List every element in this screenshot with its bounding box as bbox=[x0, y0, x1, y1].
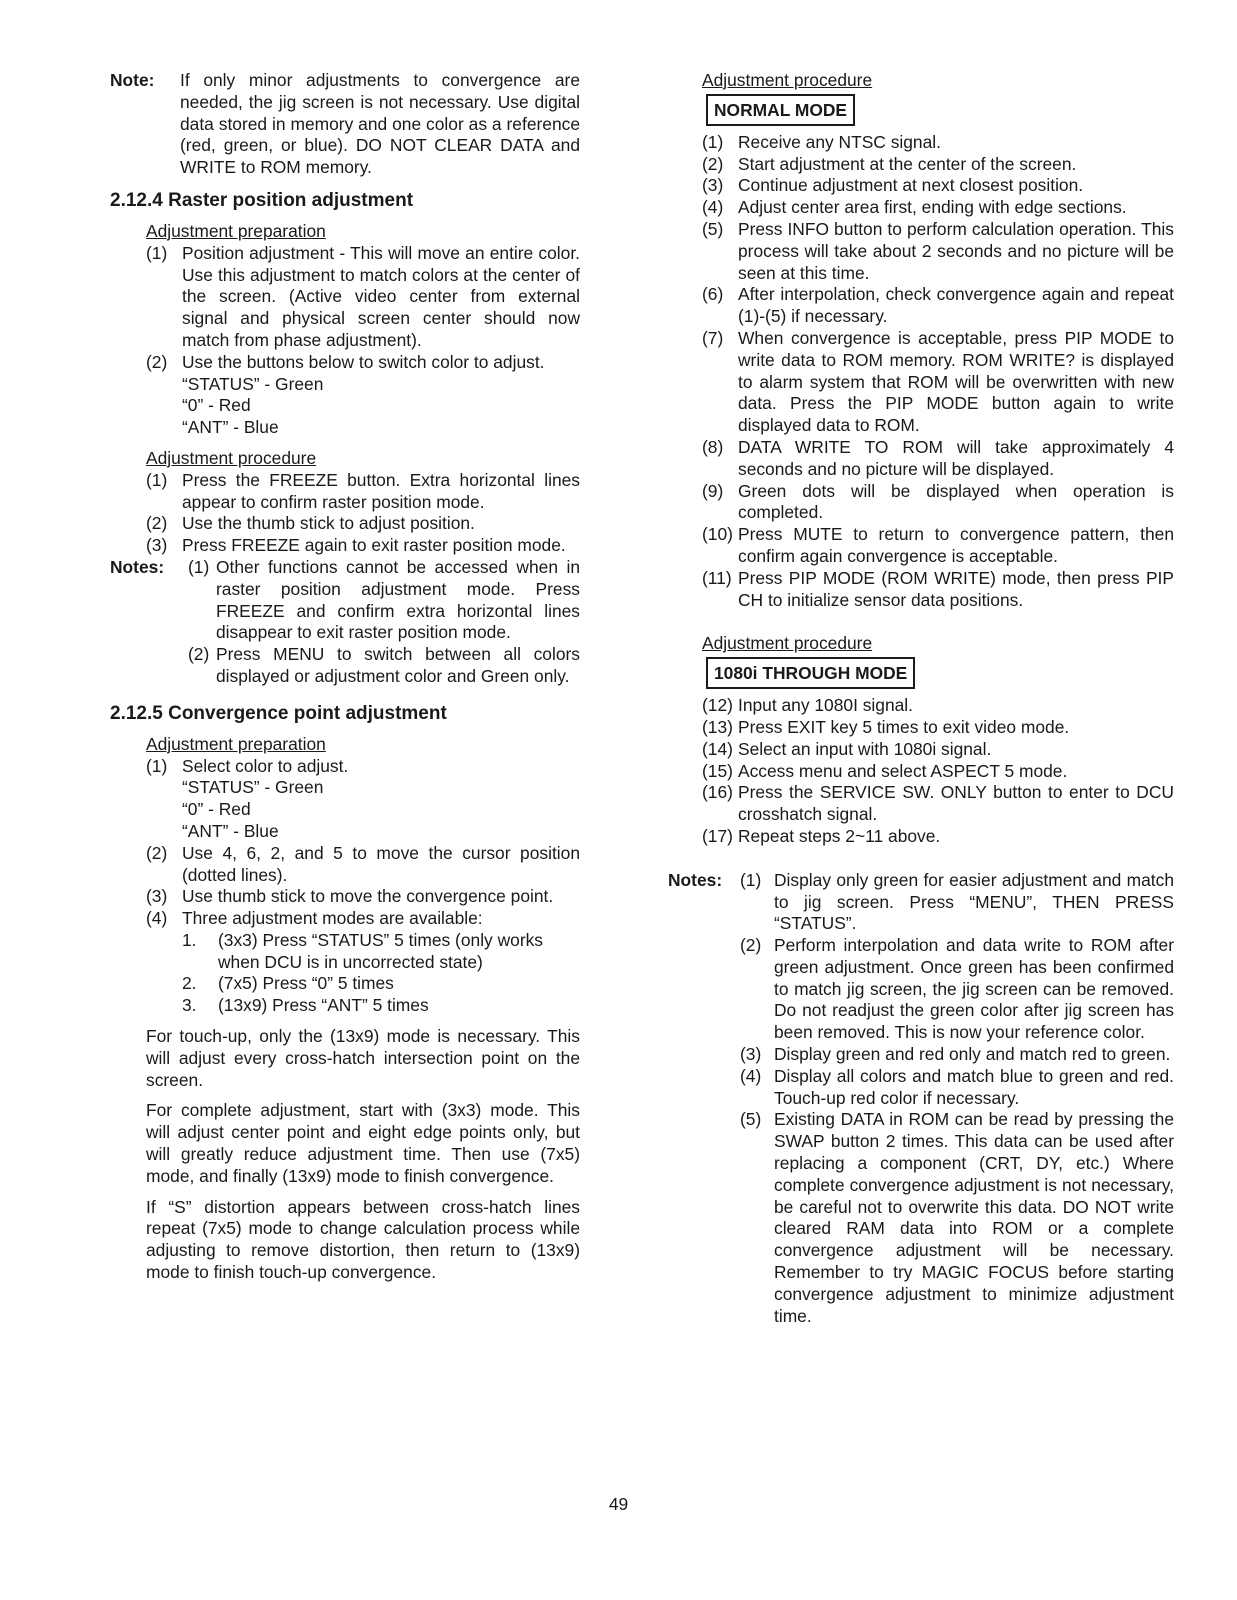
notes-block bbox=[110, 557, 580, 688]
item-text: Press EXIT key 5 times to exit video mode. bbox=[738, 716, 1070, 737]
item-text: Press PIP MODE (ROM WRITE) mode, then press PIP CH to initialize sensor data positions. bbox=[738, 567, 1174, 610]
item-number: (3) bbox=[146, 886, 168, 907]
normal-proc-label: Adjustment procedure bbox=[702, 70, 873, 90]
item-number: (3) bbox=[702, 175, 724, 196]
item-text: (3x3) Press “STATUS” 5 times (only works when DCU is in uncorrected state) bbox=[218, 929, 543, 972]
list-item bbox=[146, 352, 580, 374]
mode-item bbox=[182, 995, 580, 1017]
item-text: Three adjustment modes are available: bbox=[182, 908, 483, 929]
list-item bbox=[146, 243, 580, 352]
step-item bbox=[702, 695, 1174, 717]
item-number: (14) bbox=[702, 738, 733, 759]
note-item bbox=[740, 1066, 1174, 1110]
item-number: (1) bbox=[702, 131, 724, 152]
step-item bbox=[702, 328, 1174, 437]
item-text: Start adjustment at the center of the screen. bbox=[738, 153, 1077, 174]
through-proc-label: Adjustment procedure bbox=[702, 633, 873, 654]
convergence-prep-label: Adjustment preparation bbox=[146, 733, 326, 754]
item-text: Display all colors and match blue to green and red. Touch-up red color if necessary. bbox=[774, 1065, 1174, 1108]
section-heading-convergence: 2.12.5 Convergence point adjustment bbox=[110, 702, 447, 724]
note-item bbox=[188, 644, 580, 688]
color-item: “ANT” - Blue bbox=[182, 417, 279, 438]
step-item bbox=[702, 739, 1174, 761]
color-list bbox=[146, 777, 580, 842]
item-number: (2) bbox=[146, 842, 168, 863]
normal-steps-list bbox=[668, 132, 1174, 612]
note-item bbox=[740, 1044, 1174, 1066]
step-item bbox=[702, 175, 1174, 197]
item-number: (1) bbox=[188, 556, 210, 577]
item-text: Other functions cannot be accessed when in raster position adjustment mode. Press FREEZE and confirm extra horizontal lines disappear to exit raster position mode. bbox=[216, 556, 580, 643]
item-number: (1) bbox=[146, 755, 168, 776]
item-number: 2. bbox=[182, 973, 197, 994]
step-item bbox=[702, 717, 1174, 739]
item-number: (4) bbox=[146, 908, 168, 929]
left-column bbox=[110, 70, 580, 1284]
notes-block bbox=[668, 870, 1174, 1328]
item-text: Access menu and select ASPECT 5 mode. bbox=[738, 760, 1068, 781]
list-item bbox=[146, 535, 580, 557]
note-item bbox=[188, 557, 580, 644]
list-item bbox=[146, 843, 580, 887]
item-number: (2) bbox=[146, 351, 168, 372]
step-item bbox=[702, 524, 1174, 568]
item-number: (5) bbox=[740, 1109, 762, 1130]
item-number: (12) bbox=[702, 695, 733, 716]
item-number: (2) bbox=[702, 153, 724, 174]
list-item bbox=[146, 886, 580, 908]
item-number: 3. bbox=[182, 995, 197, 1016]
step-item bbox=[702, 284, 1174, 328]
item-number: (3) bbox=[146, 535, 168, 556]
color-list bbox=[146, 374, 580, 439]
item-number: (17) bbox=[702, 825, 733, 846]
item-text: Receive any NTSC signal. bbox=[738, 131, 941, 152]
item-text: Green dots will be displayed when operation is completed. bbox=[738, 480, 1174, 523]
raster-proc-label: Adjustment procedure bbox=[146, 447, 317, 468]
note-item bbox=[740, 935, 1174, 1044]
note-text: If only minor adjustments to convergence are needed, the jig screen is not necessary. Use digital data stored in memory and one color as a reference (red, green, or blue). DO NOT CLEAR DATA and WRITE to ROM memory. bbox=[180, 70, 580, 178]
item-number: (2) bbox=[188, 644, 210, 665]
color-item: “ANT” - Blue bbox=[182, 820, 279, 841]
item-text: Press MENU to switch between all colors displayed or adjustment color and Green only. bbox=[216, 644, 580, 686]
item-text: Existing DATA in ROM can be read by pressing the SWAP button 2 times. This data can be used after replacing a component (CRT, DY, etc.) Where complete convergence adjustment is not necessary, be careful not to overwrite this data. DO NOT write cleared RAM data into ROM or a complete convergence adjustment will be necessary. Remember to try MAGIC FOCUS before starting convergence adjustment to minimize adjustment time. bbox=[774, 1109, 1174, 1326]
item-number: (3) bbox=[740, 1044, 762, 1065]
note-block bbox=[110, 70, 580, 179]
step-item bbox=[702, 197, 1174, 219]
step-item bbox=[702, 826, 1174, 848]
item-text: Adjust center area first, ending with edge sections. bbox=[738, 197, 1127, 218]
item-text: DATA WRITE TO ROM will take approximately 4 seconds and no picture will be displayed. bbox=[738, 436, 1174, 479]
item-number: (9) bbox=[702, 480, 724, 501]
item-text: Display only green for easier adjustment and match to jig screen. Press “MENU”, THEN PRESS “STATUS”. bbox=[774, 869, 1174, 934]
paragraph: For complete adjustment, start with (3x3) mode. This will adjust center point and eight edge points only, but will greatly reduce adjustment time. Then use (7x5) mode, and finally (13x9) mode to finish convergence. bbox=[146, 1100, 580, 1186]
item-text: Select color to adjust. bbox=[182, 755, 349, 776]
step-item bbox=[702, 782, 1174, 826]
color-item: “STATUS” - Green bbox=[182, 373, 324, 394]
item-number: (1) bbox=[146, 469, 168, 490]
note-label: Note: bbox=[110, 70, 155, 90]
item-text: Continue adjustment at next closest position. bbox=[738, 175, 1084, 196]
step-item bbox=[702, 437, 1174, 481]
mode-item bbox=[182, 973, 580, 995]
item-text: Use thumb stick to move the convergence point. bbox=[182, 886, 554, 907]
item-text: Perform interpolation and data write to ROM after green adjustment. Once green has been confirmed to match jig screen, the jig screen can be removed. Do not readjust the green color after jig screen has been removed. This is now your reference color. bbox=[774, 935, 1174, 1043]
item-number: (11) bbox=[702, 567, 732, 588]
item-text: Press the SERVICE SW. ONLY button to enter to DCU crosshatch signal. bbox=[738, 782, 1174, 825]
item-number: (10) bbox=[702, 524, 733, 545]
item-text: (7x5) Press “0” 5 times bbox=[218, 973, 394, 994]
item-text: Select an input with 1080i signal. bbox=[738, 738, 992, 759]
item-number: (5) bbox=[702, 218, 724, 239]
item-text: Repeat steps 2~11 above. bbox=[738, 825, 941, 846]
through-steps-list bbox=[668, 695, 1174, 848]
item-text: Position adjustment - This will move an entire color. Use this adjustment to match colors at the center of the screen. (Active video center from external signal and physical screen center should now match from phase adjustment). bbox=[182, 242, 580, 350]
right-column bbox=[668, 70, 1174, 1327]
item-text: After interpolation, check convergence again and repeat (1)-(5) if necessary. bbox=[738, 284, 1174, 327]
raster-prep-label: Adjustment preparation bbox=[146, 220, 326, 241]
normal-mode-box: NORMAL MODE bbox=[706, 94, 855, 126]
step-item bbox=[702, 219, 1174, 284]
color-item: “STATUS” - Green bbox=[182, 777, 324, 798]
item-number: (1) bbox=[740, 869, 762, 890]
item-number: (6) bbox=[702, 284, 724, 305]
notes-label: Notes: bbox=[668, 869, 723, 890]
item-number: (2) bbox=[740, 935, 762, 956]
step-item bbox=[702, 481, 1174, 525]
list-item bbox=[146, 908, 580, 930]
item-text: Display green and red only and match red to green. bbox=[774, 1044, 1171, 1065]
item-number: (16) bbox=[702, 782, 733, 803]
item-text: Use the thumb stick to adjust position. bbox=[182, 513, 475, 534]
item-number: (7) bbox=[702, 327, 724, 348]
item-text: Use the buttons below to switch color to adjust. bbox=[182, 351, 545, 372]
item-text: Press FREEZE again to exit raster position mode. bbox=[182, 535, 566, 556]
item-text: Press INFO button to perform calculation operation. This process will take about 2 seconds and no picture will be seen at this time. bbox=[738, 218, 1174, 283]
item-text: Input any 1080I signal. bbox=[738, 695, 914, 716]
note-item bbox=[740, 1109, 1174, 1327]
step-item bbox=[702, 568, 1174, 612]
item-text: Press the FREEZE button. Extra horizontal lines appear to confirm raster position mode. bbox=[182, 469, 580, 512]
item-text: Use 4, 6, 2, and 5 to move the cursor position (dotted lines). bbox=[182, 842, 580, 885]
through-mode-box: 1080i THROUGH MODE bbox=[706, 657, 915, 689]
step-item bbox=[702, 154, 1174, 176]
page-number: 49 bbox=[608, 1494, 629, 1514]
paragraph: For touch-up, only the (13x9) mode is necessary. This will adjust every cross-hatch intersection point on the screen. bbox=[146, 1026, 580, 1090]
item-number: (1) bbox=[146, 242, 168, 263]
color-item: “0” - Red bbox=[182, 799, 251, 820]
note-item bbox=[740, 870, 1174, 935]
mode-list bbox=[146, 930, 580, 1017]
item-number: (4) bbox=[740, 1065, 762, 1086]
list-item bbox=[146, 470, 580, 514]
step-item bbox=[702, 761, 1174, 783]
item-number: (4) bbox=[702, 197, 724, 218]
notes-list bbox=[740, 870, 1174, 1328]
notes-label: Notes: bbox=[110, 556, 165, 577]
mode-item bbox=[182, 930, 580, 974]
item-number: (8) bbox=[702, 436, 724, 457]
color-item: “0” - Red bbox=[182, 395, 251, 416]
item-number: (2) bbox=[146, 513, 168, 534]
list-item bbox=[146, 513, 580, 535]
item-number: (15) bbox=[702, 760, 733, 781]
item-number: (13) bbox=[702, 716, 733, 737]
item-text: Press MUTE to return to convergence pattern, then confirm again convergence is acceptable. bbox=[738, 524, 1174, 566]
step-item bbox=[702, 132, 1174, 154]
item-text: (13x9) Press “ANT” 5 times bbox=[218, 995, 429, 1016]
paragraph: If “S” distortion appears between cross-hatch lines repeat (7x5) mode to change calculation process while adjusting to remove distortion, then return to (13x9) mode to finish touch-up convergence. bbox=[146, 1196, 580, 1283]
section-heading-raster: 2.12.4 Raster position adjustment bbox=[110, 189, 414, 211]
list-item bbox=[146, 756, 580, 778]
item-text: When convergence is acceptable, press PIP MODE to write data to ROM memory. ROM WRITE? is displayed to alarm system that ROM will be overwritten with new data. Press the PIP MODE button again to write displayed data to ROM. bbox=[738, 327, 1174, 436]
item-number: 1. bbox=[182, 929, 197, 950]
